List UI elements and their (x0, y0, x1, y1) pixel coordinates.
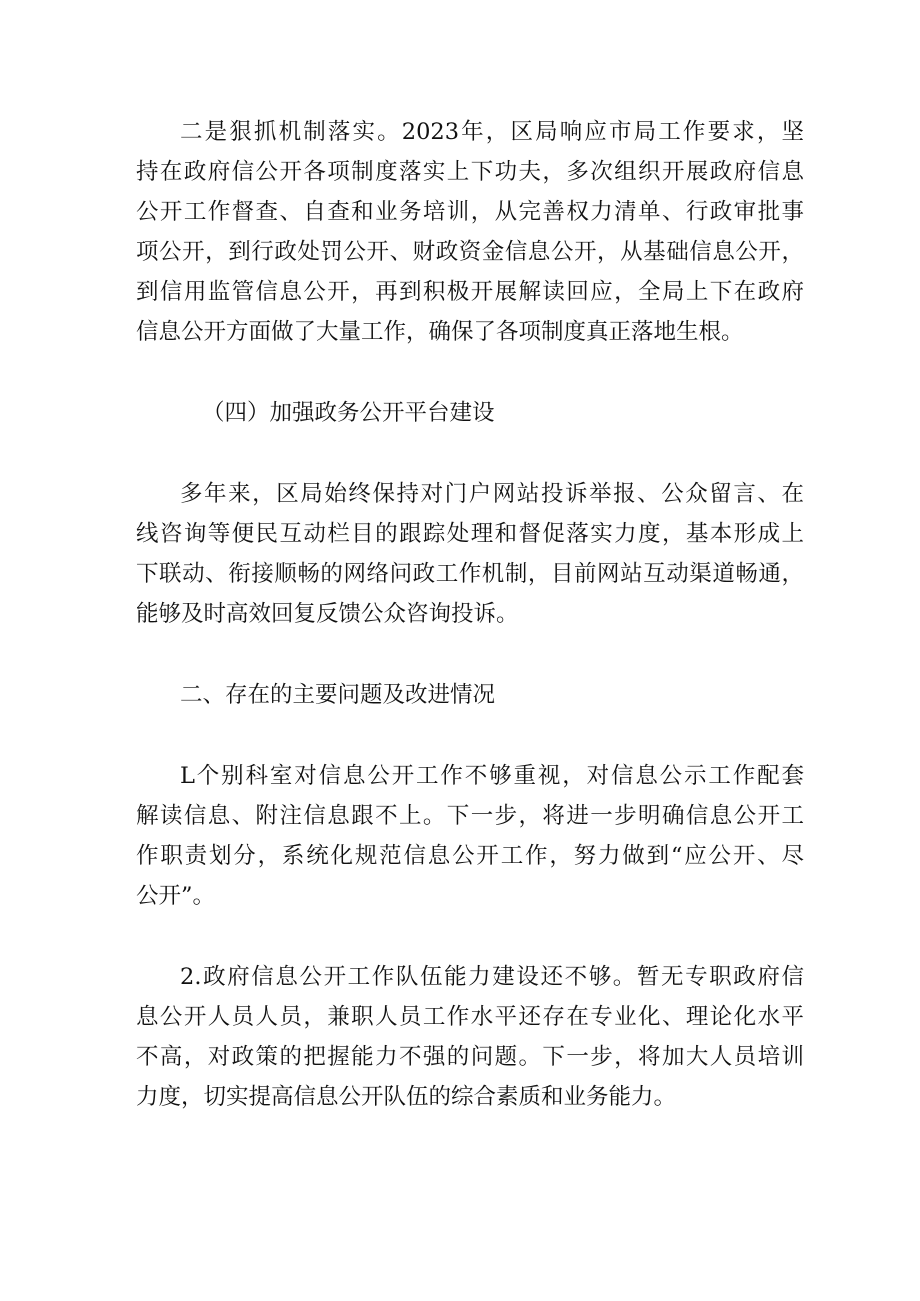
text-line: 作职责划分，系统化规范信息公开工作，努力做到“应公开、尽 (136, 843, 804, 869)
text-line: L个别科室对信息公开工作不够重视，对信息公示工作配套 (180, 763, 804, 789)
text-line: 持在政府信公开各项制度落实上下功夫，多次组织开展政府信息 (136, 159, 804, 185)
text-line: 多年来，区局始终保持对门户网站投诉举报、公众留言、在 (180, 481, 804, 507)
text-line: 项公开，到行政处罚公开、财政资金信息公开，从基础信息公开， (136, 239, 804, 265)
paragraph-platform-interaction (136, 474, 804, 634)
text-line: 力度，切实提高信息公开队伍的综合素质和业务能力。 (136, 1084, 677, 1110)
paragraph-problem-1 (136, 756, 804, 916)
text-line: 解读信息、附注信息跟不上。下一步，将进一步明确信息公开工 (136, 803, 804, 829)
paragraph-problem-2 (136, 957, 804, 1117)
text-line: 下联动、衔接顺畅的网络问政工作机制，目前网站互动渠道畅通， (136, 561, 804, 587)
paragraph-mechanism-implementation (136, 112, 804, 352)
text-line: 2.政府信息公开工作队伍能力建设还不够。暂无专职政府信 (180, 964, 804, 990)
text-line: 信息公开方面做了大量工作，确保了各项制度真正落地生根。 (136, 319, 744, 345)
text-line: 到信用监管信息公开，再到积极开展解读回应，全局上下在政府 (136, 279, 804, 305)
text-line: 不高，对政策的把握能力不强的问题。下一步，将加大人员培训 (136, 1044, 804, 1070)
text-line: 线咨询等便民互动栏目的跟踪处理和督促落实力度，基本形成上 (136, 521, 804, 547)
section-heading-problems: 二、存在的主要问题及改进情况 (180, 682, 496, 708)
text-line: 能够及时高效回复反馈公众咨询投诉。 (136, 601, 519, 627)
text-line: 息公开人员人员，兼职人员工作水平还存在专业化、理论化水平 (136, 1004, 804, 1030)
text-line: 公开工作督查、自查和业务培训，从完善权力清单、行政审批事 (136, 199, 804, 225)
document-body (136, 112, 804, 1117)
text-line: 二是狠抓机制落实。2023年，区局响应市局工作要求，坚 (180, 119, 804, 145)
section-heading-platform: （四）加强政务公开平台建设 (202, 400, 495, 426)
text-line: 公开”。 (136, 883, 216, 909)
